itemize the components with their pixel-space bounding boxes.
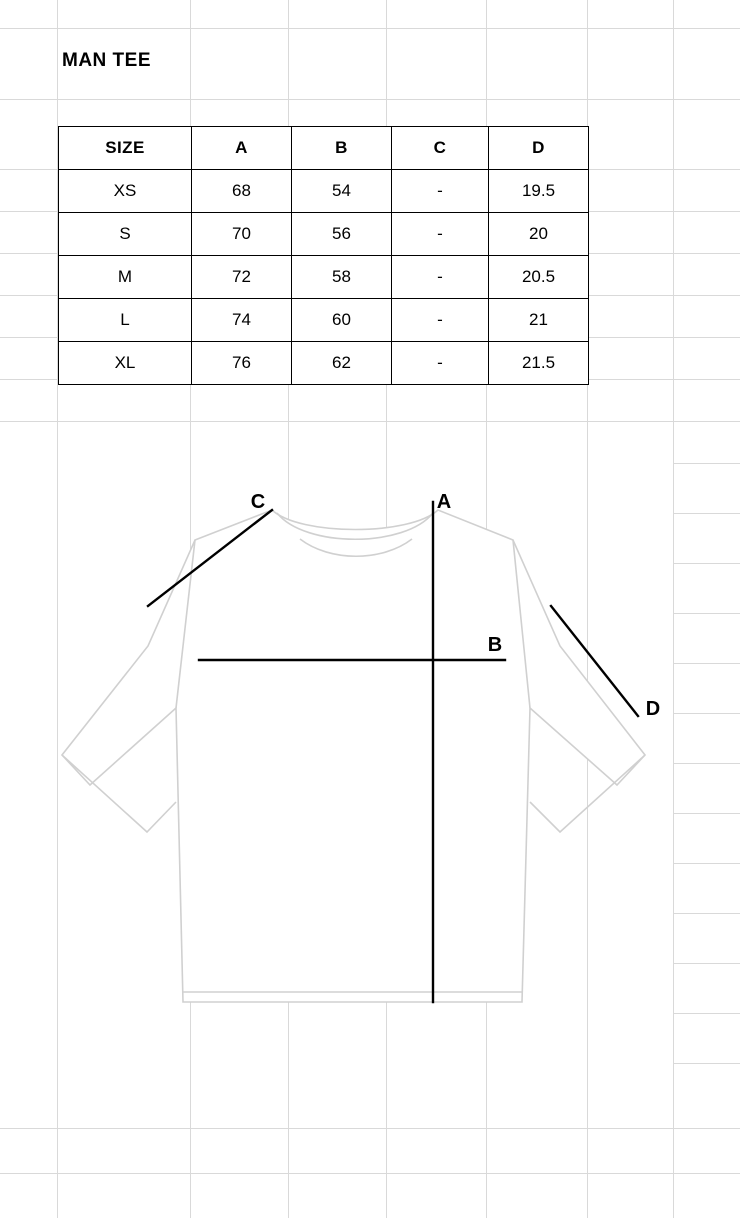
table-header-row — [59, 127, 589, 170]
cell-a: 72 — [192, 256, 292, 299]
table-row — [59, 256, 589, 299]
cell-a: 70 — [192, 213, 292, 256]
grid-line-horizontal — [673, 1063, 740, 1064]
cell-b: 60 — [292, 299, 392, 342]
cell-c: - — [392, 299, 489, 342]
column-header-size: SIZE — [59, 127, 192, 170]
table-row — [59, 170, 589, 213]
cell-c: - — [392, 342, 489, 385]
measure-label-d: D — [645, 698, 661, 720]
cell-d: 20 — [489, 213, 589, 256]
cell-d: 20.5 — [489, 256, 589, 299]
cell-b: 56 — [292, 213, 392, 256]
cell-a: 74 — [192, 299, 292, 342]
column-header-d: D — [489, 127, 589, 170]
measure-label-b: B — [487, 634, 503, 656]
cell-a: 76 — [192, 342, 292, 385]
cell-size: XS — [59, 170, 192, 213]
table-row — [59, 342, 589, 385]
cell-d: 21.5 — [489, 342, 589, 385]
t-shirt-measurement-diagram — [0, 440, 740, 1040]
size-chart-table — [58, 126, 589, 385]
cell-a: 68 — [192, 170, 292, 213]
cell-b: 58 — [292, 256, 392, 299]
measure-label-a: A — [436, 491, 452, 513]
grid-line-horizontal — [0, 28, 740, 29]
cell-c: - — [392, 170, 489, 213]
cell-b: 54 — [292, 170, 392, 213]
table-row — [59, 213, 589, 256]
cell-d: 19.5 — [489, 170, 589, 213]
column-header-c: C — [392, 127, 489, 170]
cell-c: - — [392, 213, 489, 256]
measure-label-c: C — [250, 491, 266, 513]
cell-c: - — [392, 256, 489, 299]
cell-b: 62 — [292, 342, 392, 385]
column-header-b: B — [292, 127, 392, 170]
grid-line-horizontal — [0, 1173, 740, 1174]
cell-size: M — [59, 256, 192, 299]
cell-size: L — [59, 299, 192, 342]
page-title: MAN TEE — [62, 50, 151, 71]
grid-line-horizontal — [0, 99, 740, 100]
grid-line-horizontal — [0, 421, 740, 422]
table-row — [59, 299, 589, 342]
grid-line-horizontal — [0, 1128, 740, 1129]
cell-size: XL — [59, 342, 192, 385]
cell-d: 21 — [489, 299, 589, 342]
cell-size: S — [59, 213, 192, 256]
column-header-a: A — [192, 127, 292, 170]
